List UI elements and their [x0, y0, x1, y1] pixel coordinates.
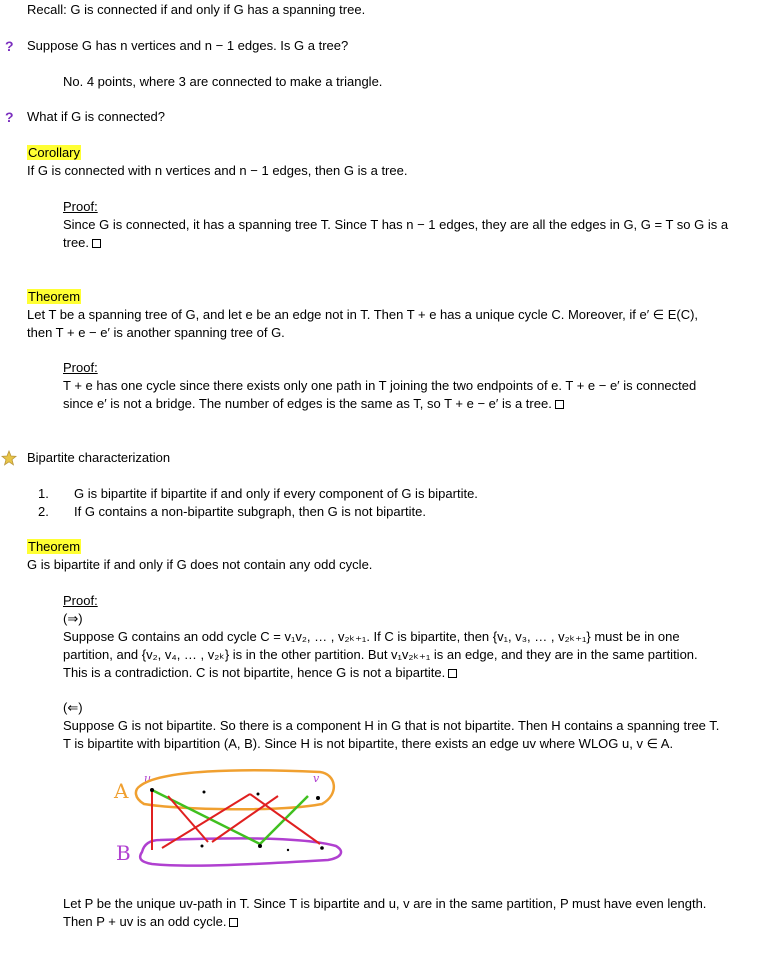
proof-line-end: This is a contradiction. C is not bipartite, hence G is not a bipartite.: [63, 665, 457, 681]
vertex: [320, 846, 324, 850]
corollary-text: If G is connected with n vertices and n − 1 edges, then G is a tree.: [27, 163, 408, 178]
theorem-text: then T + e − e′ is another spanning tree of G.: [27, 325, 285, 340]
corollary-proof-line: Since G is connected, it has a spanning tree T. Since T has n − 1 edges, they are all the edges in G, G = T so G is a: [63, 217, 729, 232]
proof-label: Proof:: [63, 593, 98, 608]
proof-line-end: Then P + uv is an odd cycle.: [63, 914, 238, 930]
edge-red: [250, 794, 320, 844]
theorem-text: G is bipartite if and only if G does not contain any odd cycle.: [27, 557, 373, 572]
question-2: What if G is connected?: [27, 109, 166, 124]
list-item: 2. If G contains a non-bipartite subgraph, then G is not bipartite.: [38, 504, 426, 519]
qed-box: [555, 400, 564, 409]
question-icon: ?: [5, 38, 14, 54]
vertex: [287, 849, 289, 851]
corollary-proof-end: tree.: [63, 235, 101, 251]
vertex: [201, 845, 204, 848]
theorem-text: Let T be a spanning tree of G, and let e be an edge not in T. Then T + e has a unique cycle C. Moreover, if e′ ∈ E(C),: [27, 307, 699, 322]
answer-1: No. 4 points, where 3 are connected to make a triangle.: [63, 74, 383, 89]
bipartite-sketch: [100, 764, 360, 874]
forward-direction: (⇒): [63, 611, 83, 626]
recall-line: Recall: G is connected if and only if G has a spanning tree.: [27, 2, 366, 17]
corollary-label: Corollary: [28, 145, 81, 160]
question-icon: ?: [5, 109, 14, 125]
proof-line: Suppose G contains an odd cycle C = v₁v₂, … , v₂ₖ₊₁. If C is bipartite, then {v₁, v₃, … , v₂ₖ₊₁} must be in one: [63, 629, 680, 644]
question-1: Suppose G has n vertices and n − 1 edges. Is G a tree?: [27, 38, 349, 53]
vertex-v: [316, 796, 320, 800]
theorem-proof-end: since e′ is not a bridge. The number of edges is the same as T, so T + e − e′ is a tree.: [63, 396, 564, 412]
proof-line: partition, and {v₂, v₄, … , v₂ₖ} is in the other partition. But v₁v₂ₖ₊₁ is an edge, and they are in the same partition.: [63, 647, 698, 662]
list-item: 1. G is bipartite if bipartite if and only if every component of G is bipartite.: [38, 486, 478, 501]
vertex: [258, 844, 262, 848]
proof-label: Proof:: [63, 360, 98, 375]
label-u: u: [144, 772, 152, 785]
vertex: [257, 793, 260, 796]
vertex: [203, 791, 206, 794]
label-b: B: [116, 841, 131, 865]
theorem-label: Theorem: [28, 289, 81, 304]
bipartite-heading: Bipartite characterization: [27, 450, 171, 465]
proof-line: Suppose G is not bipartite. So there is a component H in G that is not bipartite. Then H contains a spanning tree T.: [63, 718, 720, 733]
proof-line: T is bipartite with bipartition (A, B). Since H is not bipartite, there exists an edge uv where WLOG u, v ∈ A.: [63, 736, 674, 751]
proof-line: Let P be the unique uv-path in T. Since T is bipartite and u, v are in the same partition, P must have even length.: [63, 896, 707, 911]
proof-label: Proof:: [63, 199, 98, 214]
qed-box: [229, 918, 238, 927]
theorem-proof-line: T + e has one cycle since there exists only one path in T joining the two endpoints of e. T + e − e′ is connected: [63, 378, 697, 393]
edge-red: [168, 796, 208, 842]
backward-direction: (⇐): [63, 700, 83, 715]
qed-box: [448, 669, 457, 678]
vertex-u: [150, 788, 154, 792]
label-v: v: [313, 772, 320, 785]
theorem-label: Theorem: [28, 539, 81, 554]
qed-box: [92, 239, 101, 248]
star-icon: [1, 450, 17, 466]
label-a: A: [114, 779, 129, 803]
